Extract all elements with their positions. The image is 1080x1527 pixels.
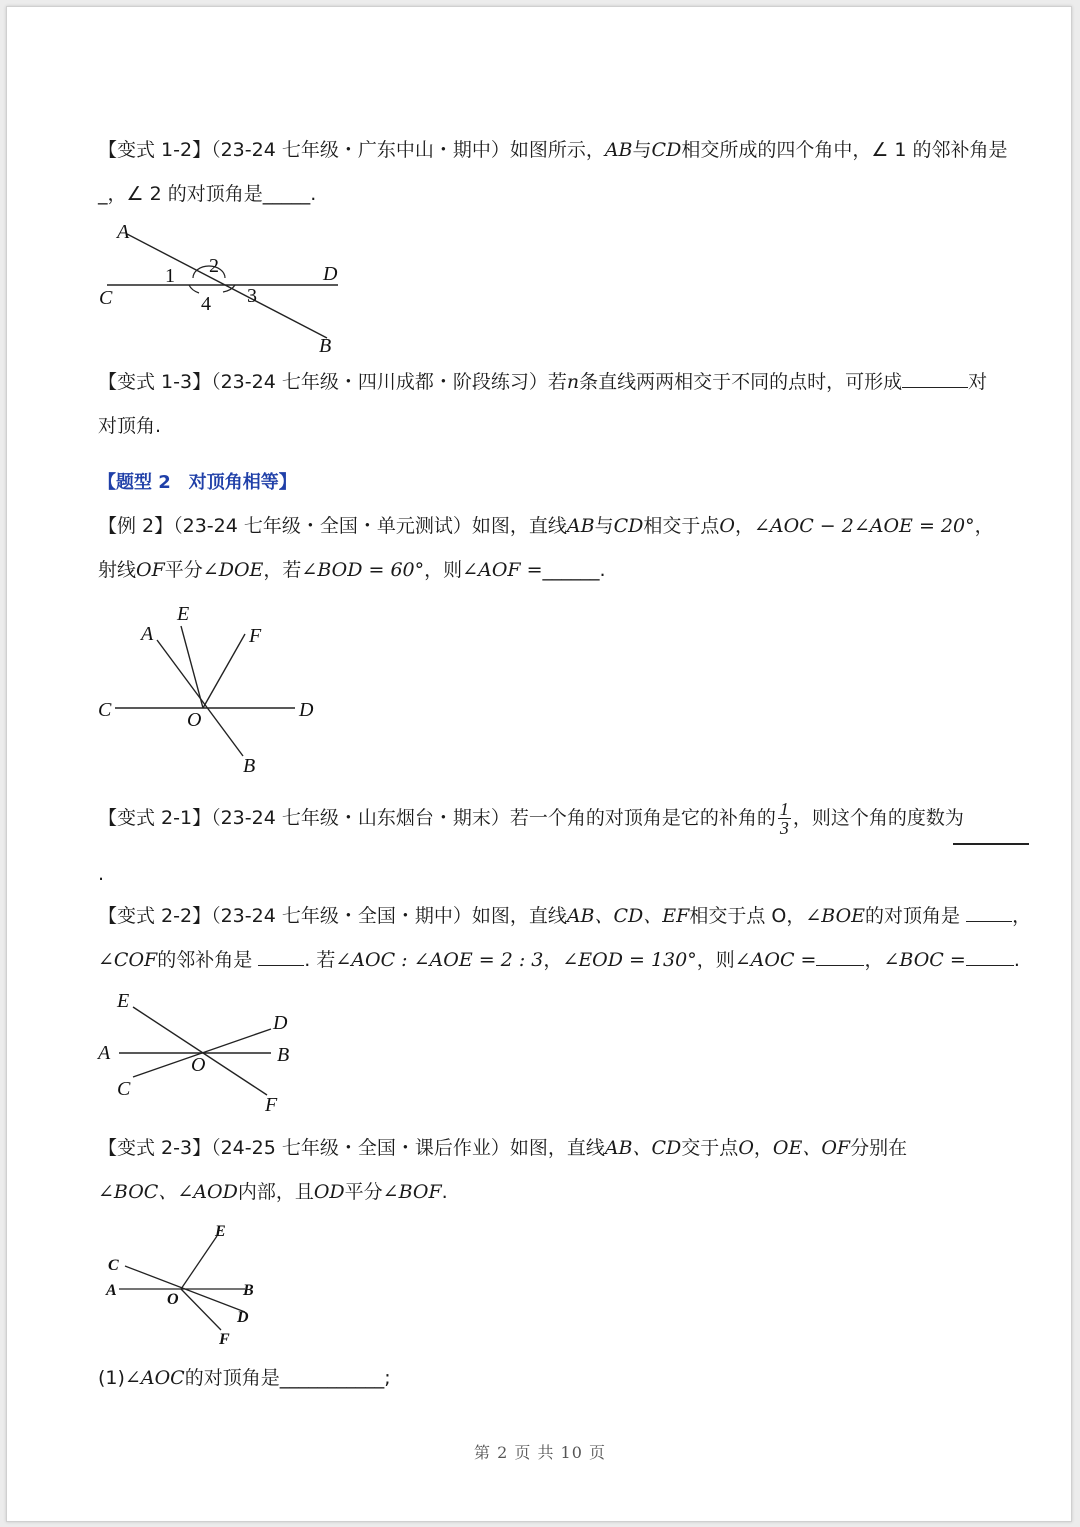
math-equation: ∠EOD = 130°: [562, 949, 697, 971]
fraction-one-third: [778, 800, 791, 837]
figure-intersecting-lines-1: [95, 218, 345, 358]
answer-blank: [902, 365, 968, 388]
problem-text: 【变式 2-2】（23-24 七年级・全国・期中）如图，直线: [98, 905, 567, 927]
problem-text: ，: [753, 1137, 773, 1159]
label-c: C: [117, 1078, 131, 1100]
problem-text: 相交所成的四个角中，∠ 1 的邻补角是: [681, 139, 1008, 161]
answer-blank: [816, 943, 864, 966]
label-f: F: [249, 625, 262, 647]
label-c: C: [98, 699, 112, 721]
problem-text: 平分: [344, 1181, 383, 1203]
problem-variant-2-1: [98, 796, 1033, 840]
problem-text: _，∠ 2 的对顶角是: [98, 183, 263, 205]
math-n: n: [566, 371, 580, 393]
math-equation: ∠AOF =: [462, 559, 543, 581]
label-b: B: [243, 1282, 254, 1299]
label-e: E: [215, 1223, 226, 1240]
answer-blank: [258, 943, 304, 966]
label-c: C: [108, 1257, 119, 1274]
math-ab: AB: [604, 139, 633, 161]
problem-text: 的对顶角是: [184, 1367, 280, 1389]
math-o: O: [738, 1137, 754, 1159]
angle-label-2: 2: [209, 255, 219, 277]
math-ratio: ∠AOC : ∠AOE = 2 : 3: [335, 949, 544, 971]
problem-text: ，: [1012, 905, 1032, 927]
problem-text: 【变式 1-2】（23-24 七年级・广东中山・期中）如图所示，: [98, 139, 605, 161]
angle-label-4: 4: [201, 293, 211, 315]
math-equation: ∠AOC =: [734, 949, 817, 971]
problem-text: ，则: [696, 949, 735, 971]
sub-question-1: [98, 1356, 1033, 1400]
math-cd: CD: [651, 139, 682, 161]
problem-text: 射线: [98, 559, 137, 581]
label-d: D: [323, 263, 338, 285]
problem-text: 对顶角.: [98, 415, 162, 437]
fraction-denominator: 3: [779, 818, 789, 838]
math-rays: OE、OF: [772, 1137, 851, 1159]
math-lines: AB、CD、EF: [566, 905, 690, 927]
problem-variant-2-3: [98, 1126, 1033, 1214]
answer-blank: ___________: [279, 1367, 385, 1389]
math-angles: ∠BOC、∠AOD: [98, 1181, 238, 1203]
math-o: O: [719, 515, 735, 537]
label-o: O: [167, 1291, 179, 1308]
problem-text: 【变式 2-3】（24-25 七年级・全国・课后作业）如图，直线: [98, 1137, 605, 1159]
problem-text: 与: [594, 515, 614, 537]
answer-blank: ______.: [542, 559, 606, 581]
math-equation: ∠BOD = 60°: [301, 559, 425, 581]
answer-blank: [966, 899, 1012, 922]
problem-text: 交于点: [681, 1137, 739, 1159]
math-equation: ∠AOC − 2∠AOE = 20°: [753, 515, 975, 537]
answer-blank: _____.: [262, 183, 317, 205]
problem-text: 条直线两两相交于不同的点时，可形成: [579, 371, 903, 393]
problem-text: .: [1013, 949, 1020, 971]
label-b: B: [277, 1044, 290, 1066]
problem-text: 分别在: [850, 1137, 908, 1159]
problem-variant-1-2: [98, 128, 1033, 216]
problem-text: ，: [974, 515, 994, 537]
math-angle-doe: ∠DOE: [202, 559, 264, 581]
label-f: F: [265, 1094, 278, 1116]
problem-text: 相交于点: [643, 515, 720, 537]
label-a: A: [98, 1042, 111, 1064]
problem-variant-1-3: [98, 360, 1033, 448]
problem-text: ，: [543, 949, 563, 971]
problem-text: ，则: [424, 559, 463, 581]
label-a: A: [141, 623, 154, 645]
angle-label-3: 3: [247, 285, 257, 307]
angle-label-1: 1: [165, 265, 175, 287]
label-d: D: [299, 699, 314, 721]
label-e: E: [177, 603, 190, 625]
math-angle-bof: ∠BOF: [382, 1181, 442, 1203]
answer-blank: [966, 943, 1014, 966]
page-footer: 第 2 页 共 10 页: [474, 1443, 606, 1462]
label-b: B: [319, 335, 332, 357]
math-of: OF: [136, 559, 165, 581]
problem-text: 相交于点 O，: [689, 905, 806, 927]
label-e: E: [117, 990, 130, 1012]
problem-text: ;: [384, 1367, 391, 1389]
problem-text: 【变式 1-3】（23-24 七年级・四川成都・阶段练习）若: [98, 371, 567, 393]
question-number: (1): [98, 1367, 125, 1389]
problem-text: ，则这个角的度数为: [792, 807, 964, 829]
label-o: O: [187, 709, 202, 731]
label-c: C: [99, 287, 113, 309]
figure-intersecting-lines-4: [95, 1218, 275, 1353]
label-a: A: [106, 1282, 117, 1299]
problem-text: 内部，且: [237, 1181, 314, 1203]
problem-text: 【例 2】（23-24 七年级・全国・单元测试）如图，直线: [98, 515, 567, 537]
math-cd: CD: [613, 515, 644, 537]
label-d: D: [273, 1012, 288, 1034]
math-angle-boe: ∠BOE: [805, 905, 866, 927]
problem-text: ，: [864, 949, 884, 971]
problem-text: .: [98, 863, 105, 885]
label-f: F: [219, 1331, 230, 1348]
label-a: A: [117, 221, 130, 243]
section-heading-type-2: 【题型 2 对顶角相等】: [98, 472, 297, 493]
example-2: [98, 504, 1033, 592]
problem-text: 与: [632, 139, 652, 161]
fraction-numerator: 1: [779, 799, 789, 819]
problem-variant-2-2: [98, 894, 1033, 982]
problem-text: ，若: [263, 559, 302, 581]
answer-blank: [953, 843, 1029, 845]
label-d: D: [237, 1309, 249, 1326]
problem-text: 的对顶角是: [865, 905, 961, 927]
label-b: B: [243, 755, 256, 777]
figure-intersecting-lines-2: [95, 600, 325, 780]
problem-text: 对: [968, 371, 988, 393]
math-ab: AB: [566, 515, 595, 537]
problem-text: 【变式 2-1】（23-24 七年级・山东烟台・期末）若一个角的对顶角是它的补角的: [98, 807, 776, 829]
math-angle-cof: ∠COF: [98, 949, 158, 971]
math-angle-aoc: ∠AOC: [124, 1367, 185, 1389]
problem-text: 平分: [164, 559, 203, 581]
label-o: O: [191, 1054, 206, 1076]
math-od: OD: [313, 1181, 345, 1203]
problem-text: ，: [734, 515, 754, 537]
problem-text: .: [441, 1181, 448, 1203]
figure-intersecting-lines-3: [95, 985, 305, 1120]
math-equation: ∠BOC =: [883, 949, 966, 971]
math-lines: AB、CD: [604, 1137, 682, 1159]
problem-text: 的邻补角是: [157, 949, 253, 971]
problem-variant-2-1-end: [98, 852, 1033, 896]
problem-text: . 若: [304, 949, 336, 971]
